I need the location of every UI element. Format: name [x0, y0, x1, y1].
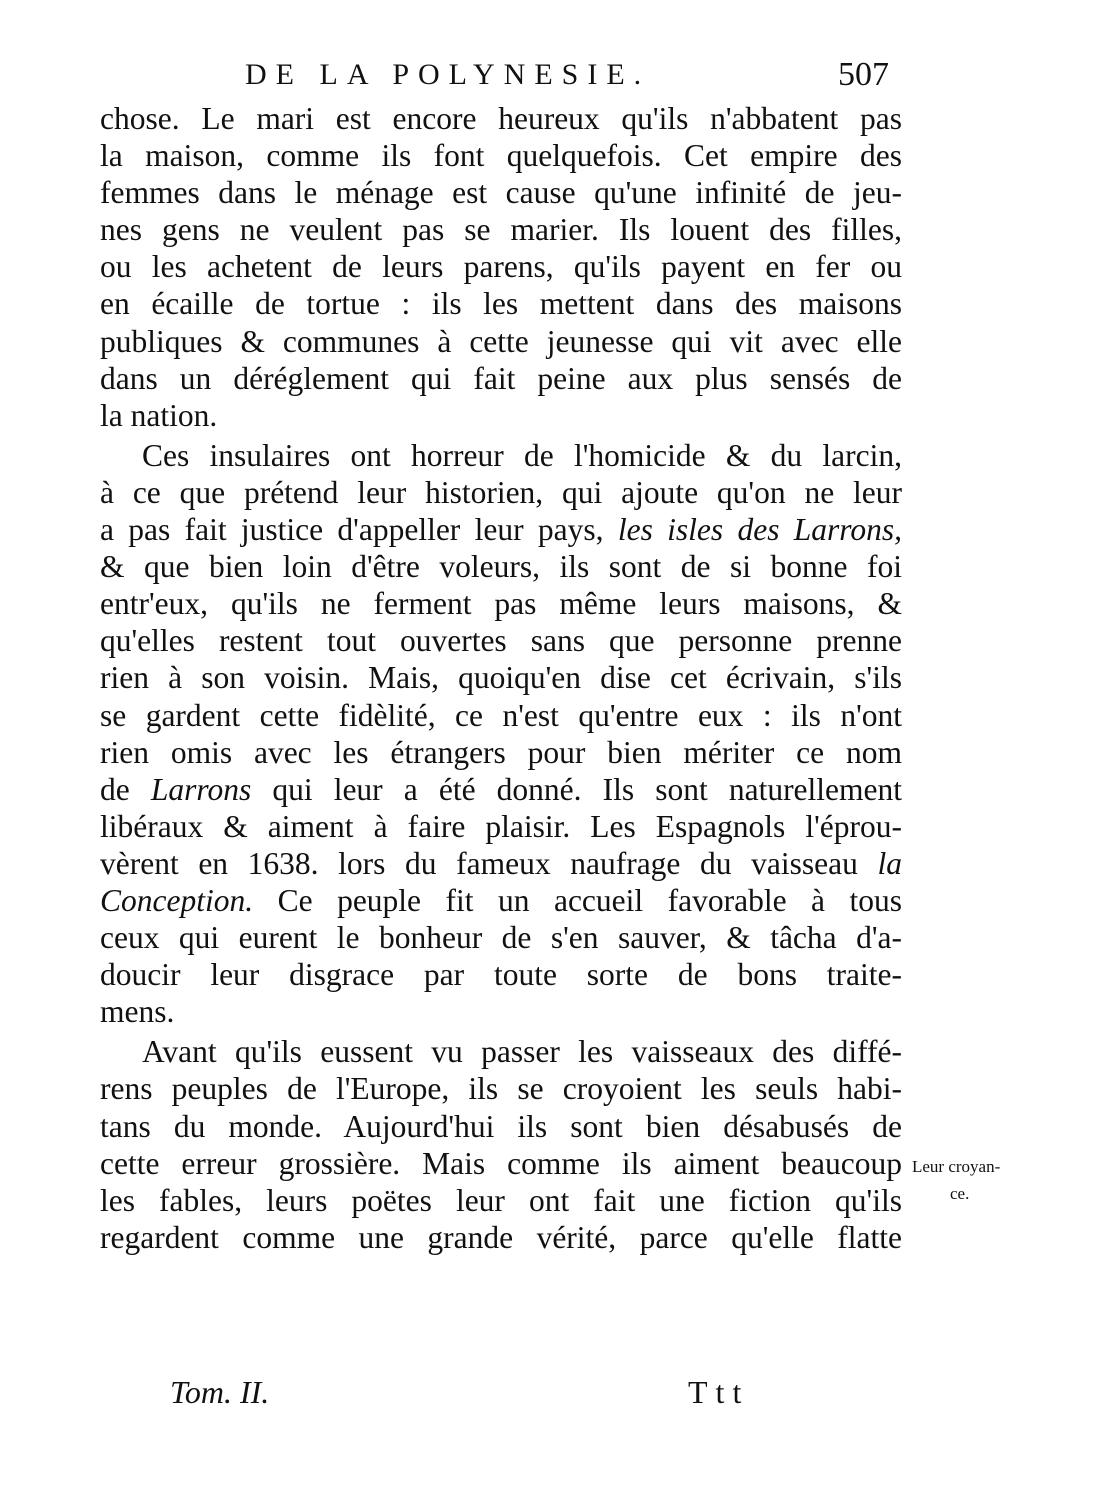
- text-line: & que bien loin d'être voleurs, ils sont de si bonne foi: [100, 549, 902, 585]
- text-line: entr'eux, qu'ils ne ferment pas même leurs maisons, &: [100, 586, 902, 622]
- text-segment: vèrent en 1638. lors du fameux naufrage du vaisseau: [100, 845, 858, 881]
- text-line: rien omis avec les étrangers pour bien mériter ce nom: [100, 734, 902, 770]
- text-line: Avant qu'ils eussent vu passer les vaisseaux des diffé-: [142, 1034, 902, 1070]
- text-line: en écaille de tortue : ils les mettent dans des maisons: [100, 286, 902, 322]
- volume-label: Tom. II.: [170, 1374, 270, 1410]
- text-line: [100, 845, 902, 882]
- text-line: les fables, leurs poëtes leur ont fait une fiction qu'ils: [100, 1182, 902, 1218]
- text-line: la maison, comme ils font quelquefois. Cet empire des: [100, 138, 902, 174]
- body-text: [100, 100, 902, 1259]
- text-line: rien à son voisin. Mais, quoiqu'en dise cet écrivain, s'ils: [100, 660, 902, 696]
- margin-note-line: ce.: [950, 1184, 970, 1203]
- text-line: ceux qui eurent le bonheur de s'en sauver, & tâcha d'a-: [100, 920, 902, 956]
- italic-article: la: [877, 845, 902, 881]
- margin-note-line: Leur croyan-: [912, 1157, 1001, 1176]
- footer: [170, 1374, 790, 1411]
- text-line: qu'elles restent tout ouvertes sans que personne prenne: [100, 623, 902, 659]
- italic-name: Larrons: [150, 771, 252, 807]
- text-segment: qui leur a été donné. Ils sont naturellement: [272, 771, 903, 807]
- paragraph-2: [100, 437, 902, 1031]
- text-line: Ces insulaires ont horreur de l'homicide & du larcin,: [142, 437, 902, 473]
- text-line: [100, 882, 902, 919]
- text-line: regardent comme une grande vérité, parce qu'elle flatte: [100, 1219, 902, 1255]
- text-line: [100, 771, 902, 808]
- text-line: ou les achetent de leurs parens, qu'ils payent en fer ou: [100, 249, 902, 285]
- signature-mark: Ttt: [688, 1374, 750, 1410]
- text-line: à ce que prétend leur historien, qui ajoute qu'on ne leur: [100, 474, 902, 510]
- text-segment: Ce peuple fit un accueil favorable à tous: [277, 882, 903, 918]
- text-line: tans du monde. Aujourd'hui ils sont bien désabusés de: [100, 1108, 902, 1144]
- text-line: cette erreur grossière. Mais comme ils aiment beaucoup: [100, 1145, 902, 1181]
- text-line: chose. Le mari est encore heureux qu'ils n'abbatent pas: [100, 101, 902, 136]
- text-line: publiques & communes à cette jeunesse qui vit avec elle: [100, 323, 902, 359]
- paragraph-1: [100, 100, 902, 434]
- text-line: rens peuples de l'Europe, ils se croyoient les seuls habi-: [100, 1071, 902, 1107]
- text-segment: a pas fait justice d'appeller leur pays,: [100, 512, 604, 548]
- paragraph-3: [100, 1033, 902, 1256]
- page-number: 507: [838, 56, 889, 93]
- text-line: femmes dans le ménage est cause qu'une infinité de jeu-: [100, 175, 902, 211]
- text-line: la nation.: [100, 397, 218, 433]
- margin-note: [912, 1153, 1102, 1207]
- text-line: [100, 511, 902, 548]
- text-line: libéraux & aiment à faire plaisir. Les Espagnols l'éprou-: [100, 808, 902, 844]
- text-line: dans un déréglement qui fait peine aux plus sensés de: [100, 360, 902, 396]
- text-line: doucir leur disgrace par toute sorte de bons traite-: [100, 957, 902, 993]
- italic-ship-name: Conception.: [100, 882, 254, 918]
- running-head: DE LA POLYNESIE.: [245, 58, 651, 91]
- text-line: mens.: [100, 994, 175, 1030]
- text-segment: de: [100, 771, 130, 807]
- italic-place-name: les isles des Larrons,: [617, 512, 903, 548]
- text-line: nes gens ne veulent pas se marier. Ils louent des filles,: [100, 212, 902, 248]
- text-line: se gardent cette fidèlité, ce n'est qu'entre eux : ils n'ont: [100, 697, 902, 733]
